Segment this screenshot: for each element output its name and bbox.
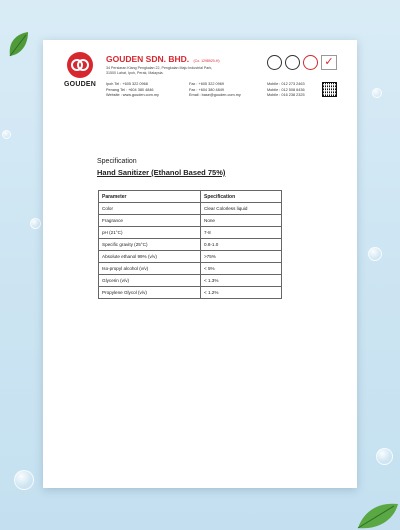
company-name <box>106 54 256 64</box>
table-row <box>99 263 282 275</box>
contact-line: Website : www.gouden.com.my <box>106 93 159 97</box>
specification-cell: >75% <box>201 251 282 263</box>
logo-mark-icon <box>67 52 93 78</box>
contact-column-2 <box>189 82 241 99</box>
water-bubble <box>368 247 382 261</box>
logo-word: GOUDEN <box>64 81 96 88</box>
parameter-cell: Propylene Glycol (v/v) <box>99 287 201 299</box>
contact-line: Mobile : 012 273 2463 <box>267 82 305 86</box>
table-row <box>99 287 282 299</box>
specification-cell: < 1.2% <box>201 287 282 299</box>
specification-cell: None <box>201 215 282 227</box>
contact-line: Fax : +605 322 0969 <box>189 82 224 86</box>
checkmark-icon: ✓ <box>321 55 337 70</box>
table-row <box>99 227 282 239</box>
document-subtitle: Hand Sanitizer (Ethanol Based 75%) <box>97 168 226 177</box>
column-header: Parameter <box>99 191 201 203</box>
parameter-cell: Fragrance <box>99 215 201 227</box>
certification-badge-icon <box>267 55 282 70</box>
water-bubble <box>14 470 34 490</box>
document-title: Specification <box>97 158 137 165</box>
address-line-2: 31500 Lahat, Ipoh, Perak, Malaysia. <box>106 71 164 75</box>
specification-cell: 7-8 <box>201 227 282 239</box>
leaf-icon <box>356 498 400 530</box>
table-row <box>99 275 282 287</box>
parameter-cell: Color <box>99 203 201 215</box>
company-reg: (Co. 1298920-H) <box>193 59 220 63</box>
table-row <box>99 215 282 227</box>
certification-badge-icon <box>303 55 318 70</box>
certification-badge-icon <box>285 55 300 70</box>
certification-badges <box>265 54 337 70</box>
table-row <box>99 239 282 251</box>
contact-line: Mobile : 016 238 2325 <box>267 93 305 97</box>
address-line-1: 34 Persiaran Klang Pengkalan 22, Pengkalan Maju Industrial Park, <box>106 66 213 70</box>
company-name-text: GOUDEN SDN. BHD. <box>106 54 190 64</box>
water-bubble <box>30 218 41 229</box>
parameter-cell: Absolute ethanol 99% (v/v) <box>99 251 201 263</box>
water-bubble <box>2 130 11 139</box>
specification-cell: < 5% <box>201 263 282 275</box>
leaf-icon <box>6 30 32 60</box>
specification-cell: Clear Colorless liquid <box>201 203 282 215</box>
parameter-cell: Specific gravity (25°C) <box>99 239 201 251</box>
contact-line: Ipoh Tel : +605 322 0968 <box>106 82 148 86</box>
water-bubble <box>376 448 393 465</box>
specification-table <box>98 190 282 299</box>
parameter-cell: Iso-propyl alcohol (v/v) <box>99 263 201 275</box>
company-info <box>106 54 256 76</box>
contact-line: Fax : +604 380 4849 <box>189 87 224 92</box>
contact-column-3 <box>267 82 305 99</box>
specification-cell: < 1.3% <box>201 275 282 287</box>
table-header-row <box>99 191 282 203</box>
parameter-cell: Glycerin (v/v) <box>99 275 201 287</box>
qr-code-icon <box>322 82 337 97</box>
contact-line: Penang Tel : +604 380 4846 <box>106 87 154 92</box>
specification-cell: 0.8-1.0 <box>201 239 282 251</box>
contact-line: Mobile : 012 508 6436 <box>267 87 305 92</box>
parameter-cell: pH (21°C) <box>99 227 201 239</box>
contact-column-1 <box>106 82 159 99</box>
contact-line: Email : base@gouden.com.my <box>189 93 241 97</box>
document-page <box>43 40 357 488</box>
column-header: Specification <box>201 191 282 203</box>
water-bubble <box>372 88 382 98</box>
contact-details <box>63 82 337 104</box>
company-address <box>106 66 256 76</box>
table-row <box>99 203 282 215</box>
table-row <box>99 251 282 263</box>
